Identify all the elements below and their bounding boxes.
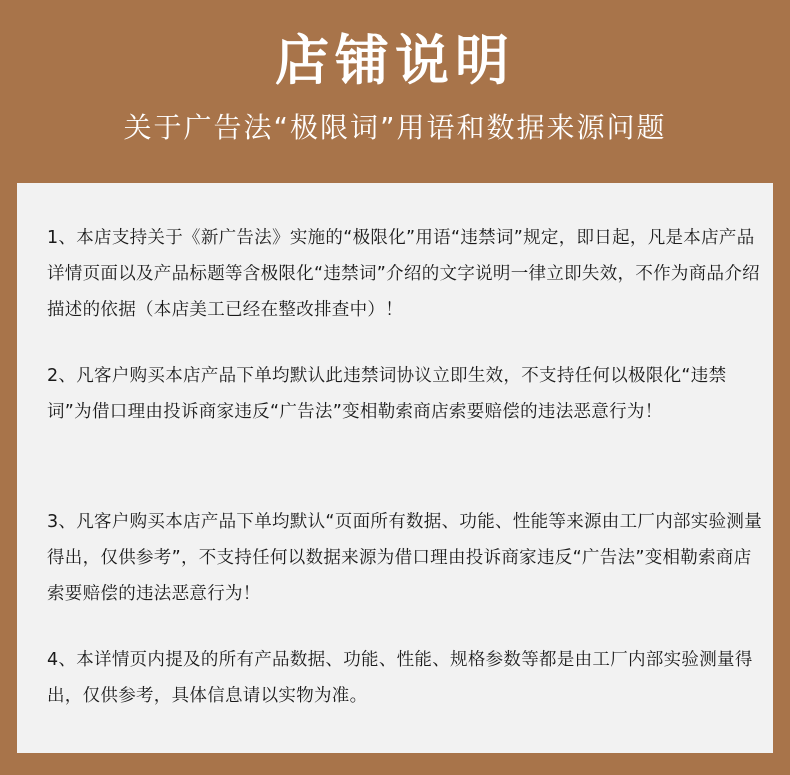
header-banner [0,0,790,183]
page-subtitle: 关于广告法“极限词”用语和数据来源问题 [123,111,667,144]
page-title: 店铺说明 [275,29,515,92]
notice-paragraph-1: 1、本店支持关于《新广告法》实施的“极限化”用语“违禁词”规定，即日起，凡是本店产品详情页面以及产品标题等含极限化“违禁词”介绍的文字说明一律立即失效，不作为商品介绍描述的依据（本店美工已经在整改排查中）！ [47,228,760,320]
notice-paragraph-4: 4、本详情页内提及的所有产品数据、功能、性能、规格参数等都是由工厂内部实验测量得出，仅供参考，具体信息请以实物为准。 [47,650,753,706]
notice-paragraph-2: 2、凡客户购买本店产品下单均默认此违禁词协议立即生效，不支持任何以极限化“违禁词”为借口理由投诉商家违反“广告法”变相勒索商店索要赔偿的违法恶意行为！ [47,366,727,422]
notice-panel [17,183,773,753]
notice-paragraph-3: 3、凡客户购买本店产品下单均默认“页面所有数据、功能、性能等来源由工厂内部实验测量得出，仅供参考”，不支持任何以数据来源为借口理由投诉商家违反“广告法”变相勒索商店索要赔偿的违法恶意行为！ [47,512,762,604]
